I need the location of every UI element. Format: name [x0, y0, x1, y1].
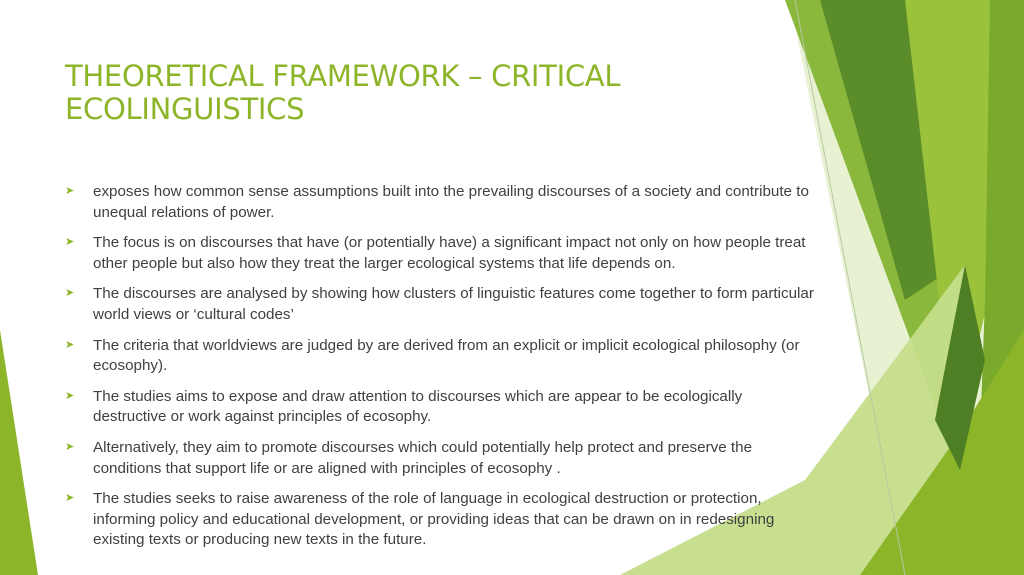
bullet-text-line: conditions that support life or are aligned with principles of ecosophy .: [93, 459, 561, 477]
arrow-right-icon: ➤: [65, 388, 75, 402]
arrow-right-icon: ➤: [65, 337, 75, 351]
arrow-right-icon: ➤: [65, 286, 75, 300]
bullet-item: [65, 233, 905, 274]
bullet-item: [65, 336, 905, 377]
left-green-sliver: [0, 330, 38, 575]
bullet-text-line: destructive or work against principles of ecosophy.: [93, 408, 432, 426]
bullet-text-line: existing texts or producing new texts in the future.: [93, 531, 427, 549]
bullet-text-line: unequal relations of power.: [93, 203, 275, 221]
bullet-text-line: The discourses are analysed by showing how clusters of linguistic features come together to form particular: [93, 285, 814, 303]
bullet-text-line: informing policy and educational development, or providing ideas that can be drawn on in redesigning: [93, 510, 775, 528]
bullet-text-line: exposes how common sense assumptions built into the prevailing discourses of a society and contribute to: [93, 183, 809, 200]
bullet-text-line: The studies aims to expose and draw attention to discourses which are appear to be ecologically: [93, 387, 743, 405]
bullet-text-line: ecosophy).: [93, 357, 168, 375]
arrow-right-icon: ➤: [65, 235, 75, 249]
slide-title: [65, 60, 765, 126]
bullet-text-line: The focus is on discourses that have (or potentially have) a significant impact not only on how people treat: [93, 234, 806, 252]
bullet-text-line: Alternatively, they aim to promote discourses which could potentially help protect and preserve the: [93, 438, 753, 456]
arrow-right-icon: ➤: [65, 184, 75, 197]
bullet-item: [65, 387, 905, 428]
arrow-right-icon: ➤: [65, 439, 75, 453]
bullet-item: [65, 284, 905, 325]
bullet-text-line: The studies seeks to raise awareness of the role of language in ecological destruction or protection,: [93, 490, 762, 508]
bullet-text-line: world views or ‘cultural codes’: [93, 305, 294, 323]
bullet-item: [65, 489, 905, 551]
bullet-text-line: The criteria that worldviews are judged by are derived from an explicit or implicit ecological philosophy (or: [93, 336, 800, 354]
bullet-item: [65, 182, 905, 223]
bullet-text-line: other people but also how they treat the larger ecological systems that life depends on.: [93, 254, 676, 272]
bullet-list: [65, 182, 905, 561]
arrow-right-icon: ➤: [65, 491, 75, 505]
bullet-item: [65, 438, 905, 479]
title-line-1: THEORETICAL FRAMEWORK – CRITICAL: [65, 59, 621, 93]
title-line-2: ECOLINGUISTICS: [65, 92, 305, 126]
